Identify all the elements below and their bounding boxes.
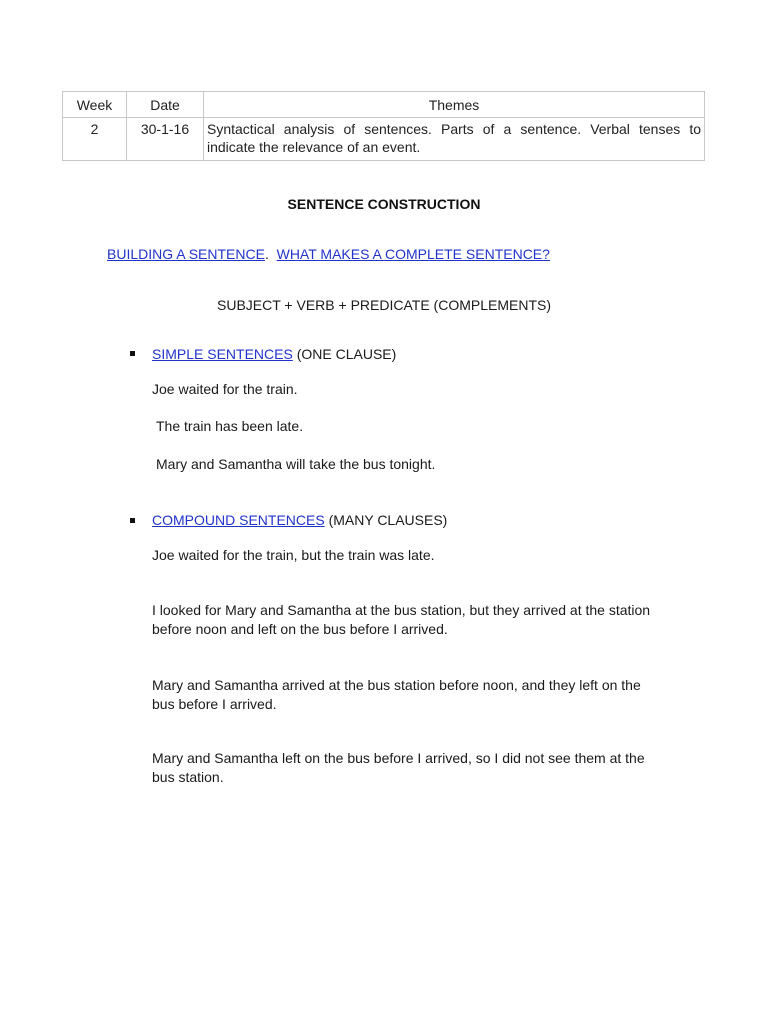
- compound-example-2: I looked for Mary and Samantha at the bus station, but they arrived at the station before noon and left on the bus before I arrived.: [152, 602, 651, 637]
- schedule-table: [62, 91, 705, 161]
- simple-sentences-link[interactable]: SIMPLE SENTENCES: [152, 346, 293, 362]
- cell-themes: Syntactical analysis of sentences. Parts of a sentence. Verbal tenses to indicate the relevance of an event.: [204, 118, 705, 161]
- header-themes: Themes: [204, 92, 705, 118]
- simple-example-1: Joe waited for the train.: [152, 381, 298, 397]
- building-sentence-link[interactable]: BUILDING A SENTENCE: [107, 246, 265, 262]
- compound-example-4: Mary and Samantha left on the bus before I arrived, so I did not see them at the bus station.: [152, 750, 645, 785]
- header-date: Date: [127, 92, 204, 118]
- simple-example-2: The train has been late.: [156, 418, 304, 434]
- sentence-formula: SUBJECT + VERB + PREDICATE (COMPLEMENTS): [217, 297, 551, 313]
- cell-week: 2: [63, 118, 127, 161]
- compound-sentences-note: (MANY CLAUSES): [324, 512, 448, 528]
- compound-example-3: Mary and Samantha arrived at the bus station before noon, and they left on the bus before I arrived.: [152, 677, 641, 712]
- cell-date: 30-1-16: [127, 118, 204, 161]
- table-row: [63, 118, 705, 161]
- compound-sentences-item: [152, 511, 447, 530]
- bullet-simple-icon: [130, 351, 135, 356]
- compound-sentences-link[interactable]: COMPOUND SENTENCES: [152, 512, 325, 528]
- bullet-compound-icon: [130, 518, 135, 523]
- link-separator: .: [264, 246, 269, 262]
- header-week: Week: [63, 92, 127, 118]
- table-header-row: [63, 92, 705, 118]
- intro-links: [107, 246, 550, 262]
- simple-sentences-note: (ONE CLAUSE): [292, 346, 397, 362]
- simple-example-3: Mary and Samantha will take the bus tonight.: [156, 456, 436, 472]
- section-heading: SENTENCE CONSTRUCTION: [287, 196, 481, 212]
- compound-example-1: Joe waited for the train, but the train was late.: [152, 547, 435, 563]
- simple-sentences-item: [152, 345, 396, 364]
- complete-sentence-link[interactable]: WHAT MAKES A COMPLETE SENTENCE?: [276, 246, 550, 262]
